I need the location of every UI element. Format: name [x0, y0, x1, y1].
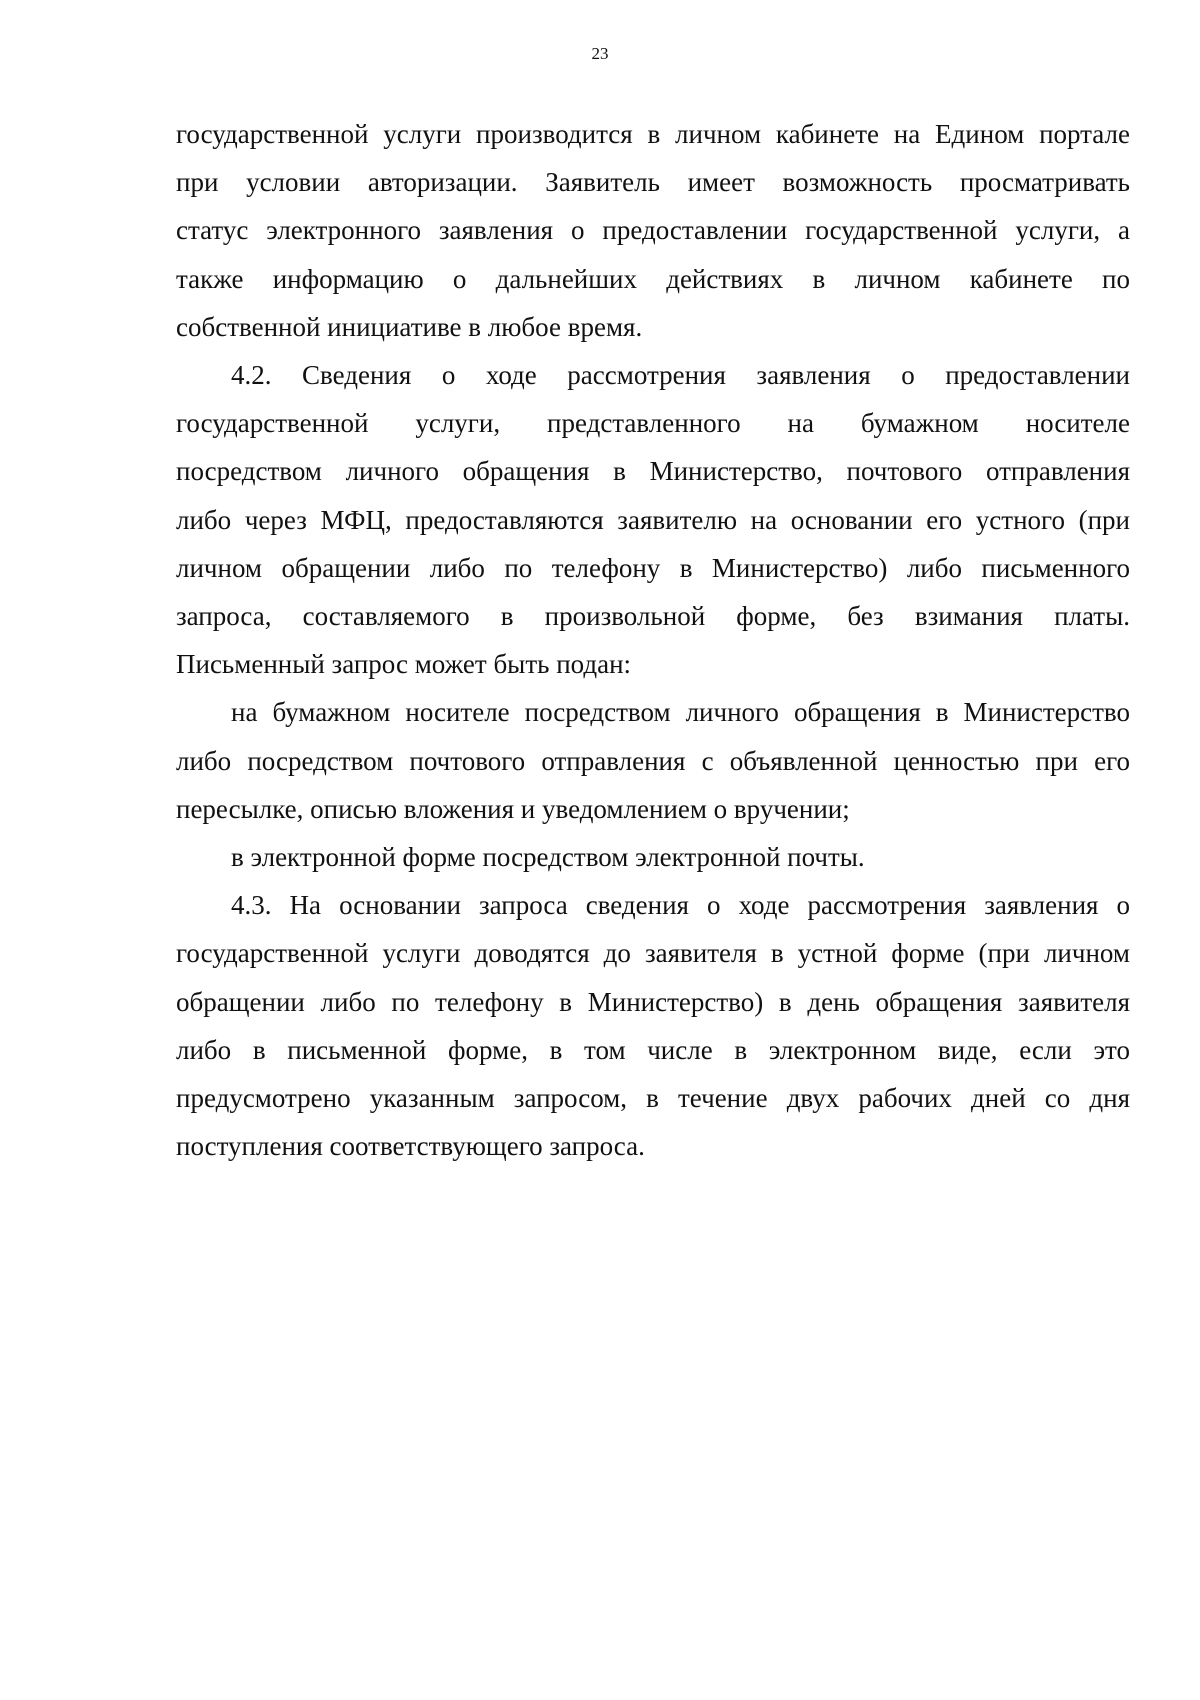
text-line: собственной инициативе в любое время.	[176, 311, 643, 342]
text-line: либо в письменной форме, в том числе в электронном виде, если это	[176, 1034, 1130, 1065]
paragraph-4-2	[176, 351, 1130, 688]
text-line: либо через МФЦ, предоставляются заявителю на основании его устного (при	[176, 504, 1130, 535]
text-line: Письменный запрос может быть подан:	[176, 649, 632, 680]
text-line: при условии авторизации. Заявитель имеет возможность просматривать	[176, 167, 1130, 198]
text-line: предусмотрено указанным запросом, в течение двух рабочих дней со дня	[176, 1083, 1130, 1114]
page-number: 23	[591, 44, 609, 63]
text-line: запроса, составляемого в произвольной форме, без взимания платы.	[176, 601, 1130, 632]
paragraph-email-request	[176, 833, 1130, 881]
text-line: пересылке, описью вложения и уведомлением о вручении;	[176, 793, 850, 824]
paragraph-portal-status	[176, 110, 1130, 351]
text-line: 4.3. На основании запроса сведения о ходе рассмотрения заявления о	[231, 890, 1130, 921]
text-line: статус электронного заявления о предоставлении государственной услуги, а	[176, 215, 1130, 246]
text-line: 4.2. Сведения о ходе рассмотрения заявления о предоставлении	[231, 360, 1130, 391]
text-line: также информацию о дальнейших действиях в личном кабинете по	[176, 263, 1130, 294]
document-body	[176, 110, 1130, 1170]
text-line: обращении либо по телефону в Министерство) в день обращения заявителя	[176, 986, 1130, 1017]
text-line: государственной услуги, представленного на бумажном носителе	[176, 408, 1130, 439]
text-line: либо посредством почтового отправления с объявленной ценностью при его	[176, 745, 1130, 776]
paragraph-4-3	[176, 881, 1130, 1170]
text-line: личном обращении либо по телефону в Министерство) либо письменного	[176, 552, 1130, 583]
paragraph-paper-request	[176, 688, 1130, 833]
text-line: государственной услуги производится в личном кабинете на Едином портале	[176, 119, 1130, 149]
text-line: посредством личного обращения в Министерство, почтового отправления	[176, 456, 1130, 487]
text-line: на бумажном носителе посредством личного обращения в Министерство	[231, 697, 1130, 728]
text-line: в электронной форме посредством электронной почты.	[231, 842, 865, 873]
text-line: государственной услуги доводятся до заявителя в устной форме (при личном	[176, 938, 1130, 969]
text-line: поступления соответствующего запроса.	[176, 1131, 645, 1162]
